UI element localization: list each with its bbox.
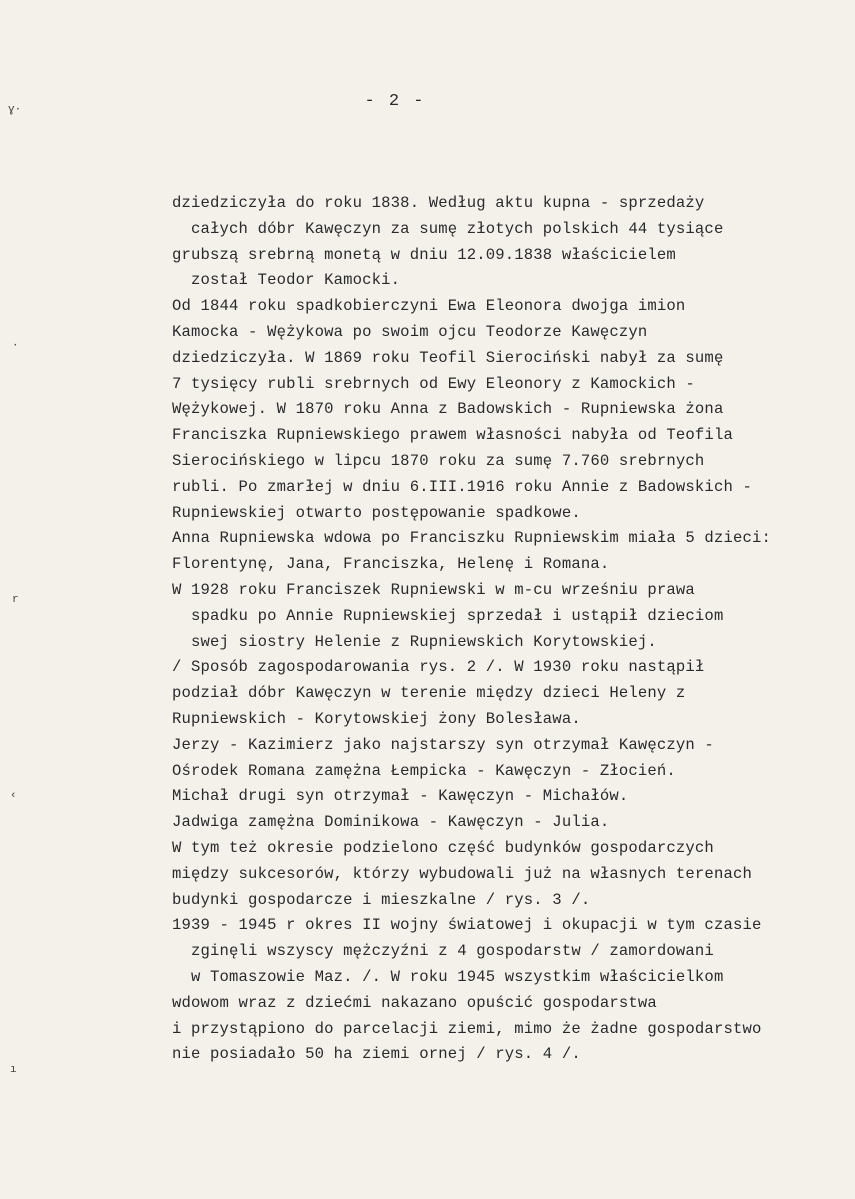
text-line: Rupniewskich - Korytowskiej żony Bolesława. [172, 709, 581, 728]
margin-mark: ‹ [10, 790, 17, 802]
text-line: 1939 - 1945 r okres II wojny światowej i okupacji w tym czasie [172, 916, 762, 935]
text-line: Sierocińskiego w lipcu 1870 roku za sumę 7.760 srebrnych [172, 451, 705, 470]
text-line: został Teodor Kamocki. [172, 271, 401, 290]
text-line: swej siostry Helenie z Rupniewskich Korytowskiej. [172, 632, 657, 651]
margin-mark: ɣ· [8, 104, 22, 116]
text-line: Florentynę, Jana, Franciszka, Helenę i Romana. [172, 555, 610, 574]
text-line: Anna Rupniewska wdowa po Franciszku Rupniewskim miała 5 dzieci: [172, 529, 771, 548]
text-line: Michał drugi syn otrzymał - Kawęczyn - Michałów. [172, 787, 629, 806]
text-line: Rupniewskiej otwarto postępowanie spadkowe. [172, 503, 581, 522]
text-line: / Sposób zagospodarowania rys. 2 /. W 1930 roku nastąpił [172, 658, 705, 677]
text-line: spadku po Annie Rupniewskiej sprzedał i ustąpił dzieciom [172, 606, 724, 625]
text-line: Ośrodek Romana zamężna Łempicka - Kawęczyn - Złocień. [172, 761, 676, 780]
margin-mark: ı [10, 1064, 17, 1076]
text-line: Wężykowej. W 1870 roku Anna z Badowskich - Rupniewska żona [172, 400, 724, 419]
text-line: między sukcesorów, którzy wybudowali już na własnych terenach [172, 864, 752, 883]
text-line: zginęli wszyscy mężczyźni z 4 gospodarstw / zamordowani [172, 942, 714, 961]
text-line: i przystąpiono do parcelacji ziemi, mimo że żadne gospodarstwo [172, 1019, 762, 1038]
text-line: W 1928 roku Franciszek Rupniewski w m-cu wrześniu prawa [172, 580, 695, 599]
page-number: - 2 - [364, 92, 426, 111]
text-line: grubszą srebrną monetą w dniu 12.09.1838 właścicielem [172, 245, 676, 264]
text-line: wdowom wraz z dziećmi nakazano opuścić gospodarstwa [172, 993, 657, 1012]
margin-mark: r [12, 594, 19, 606]
text-line: 7 tysięcy rubli srebrnych od Ewy Eleonory z Kamockich - [172, 374, 695, 393]
text-line: podział dóbr Kawęczyn w terenie między dzieci Heleny z [172, 684, 686, 703]
margin-mark: · [12, 340, 19, 352]
text-line: W tym też okresie podzielono część budynków gospodarczych [172, 838, 714, 857]
text-line: Jadwiga zamężna Dominikowa - Kawęczyn - Julia. [172, 813, 610, 832]
text-line: całych dóbr Kawęczyn za sumę złotych polskich 44 tysiące [172, 219, 724, 238]
text-line: Franciszka Rupniewskiego prawem własności nabyła od Teofila [172, 426, 733, 445]
text-line: Jerzy - Kazimierz jako najstarszy syn otrzymał Kawęczyn - [172, 735, 714, 754]
text-line: dziedziczyła. W 1869 roku Teofil Sierociński nabył za sumę [172, 348, 724, 367]
text-line: Kamocka - Wężykowa po swoim ojcu Teodorze Kawęczyn [172, 322, 648, 341]
text-line: Od 1844 roku spadkobierczyni Ewa Eleonora dwojga imion [172, 297, 686, 316]
text-line: rubli. Po zmarłej w dniu 6.III.1916 roku Annie z Badowskich - [172, 477, 752, 496]
text-line: w Tomaszowie Maz. /. W roku 1945 wszystkim właścicielkom [172, 967, 724, 986]
typed-text-body [172, 191, 842, 1068]
text-line: dziedziczyła do roku 1838. Według aktu kupna - sprzedaży [172, 194, 705, 212]
text-line: budynki gospodarcze i mieszkalne / rys. 3 /. [172, 890, 591, 909]
text-line: nie posiadało 50 ha ziemi ornej / rys. 4 /. [172, 1045, 581, 1064]
